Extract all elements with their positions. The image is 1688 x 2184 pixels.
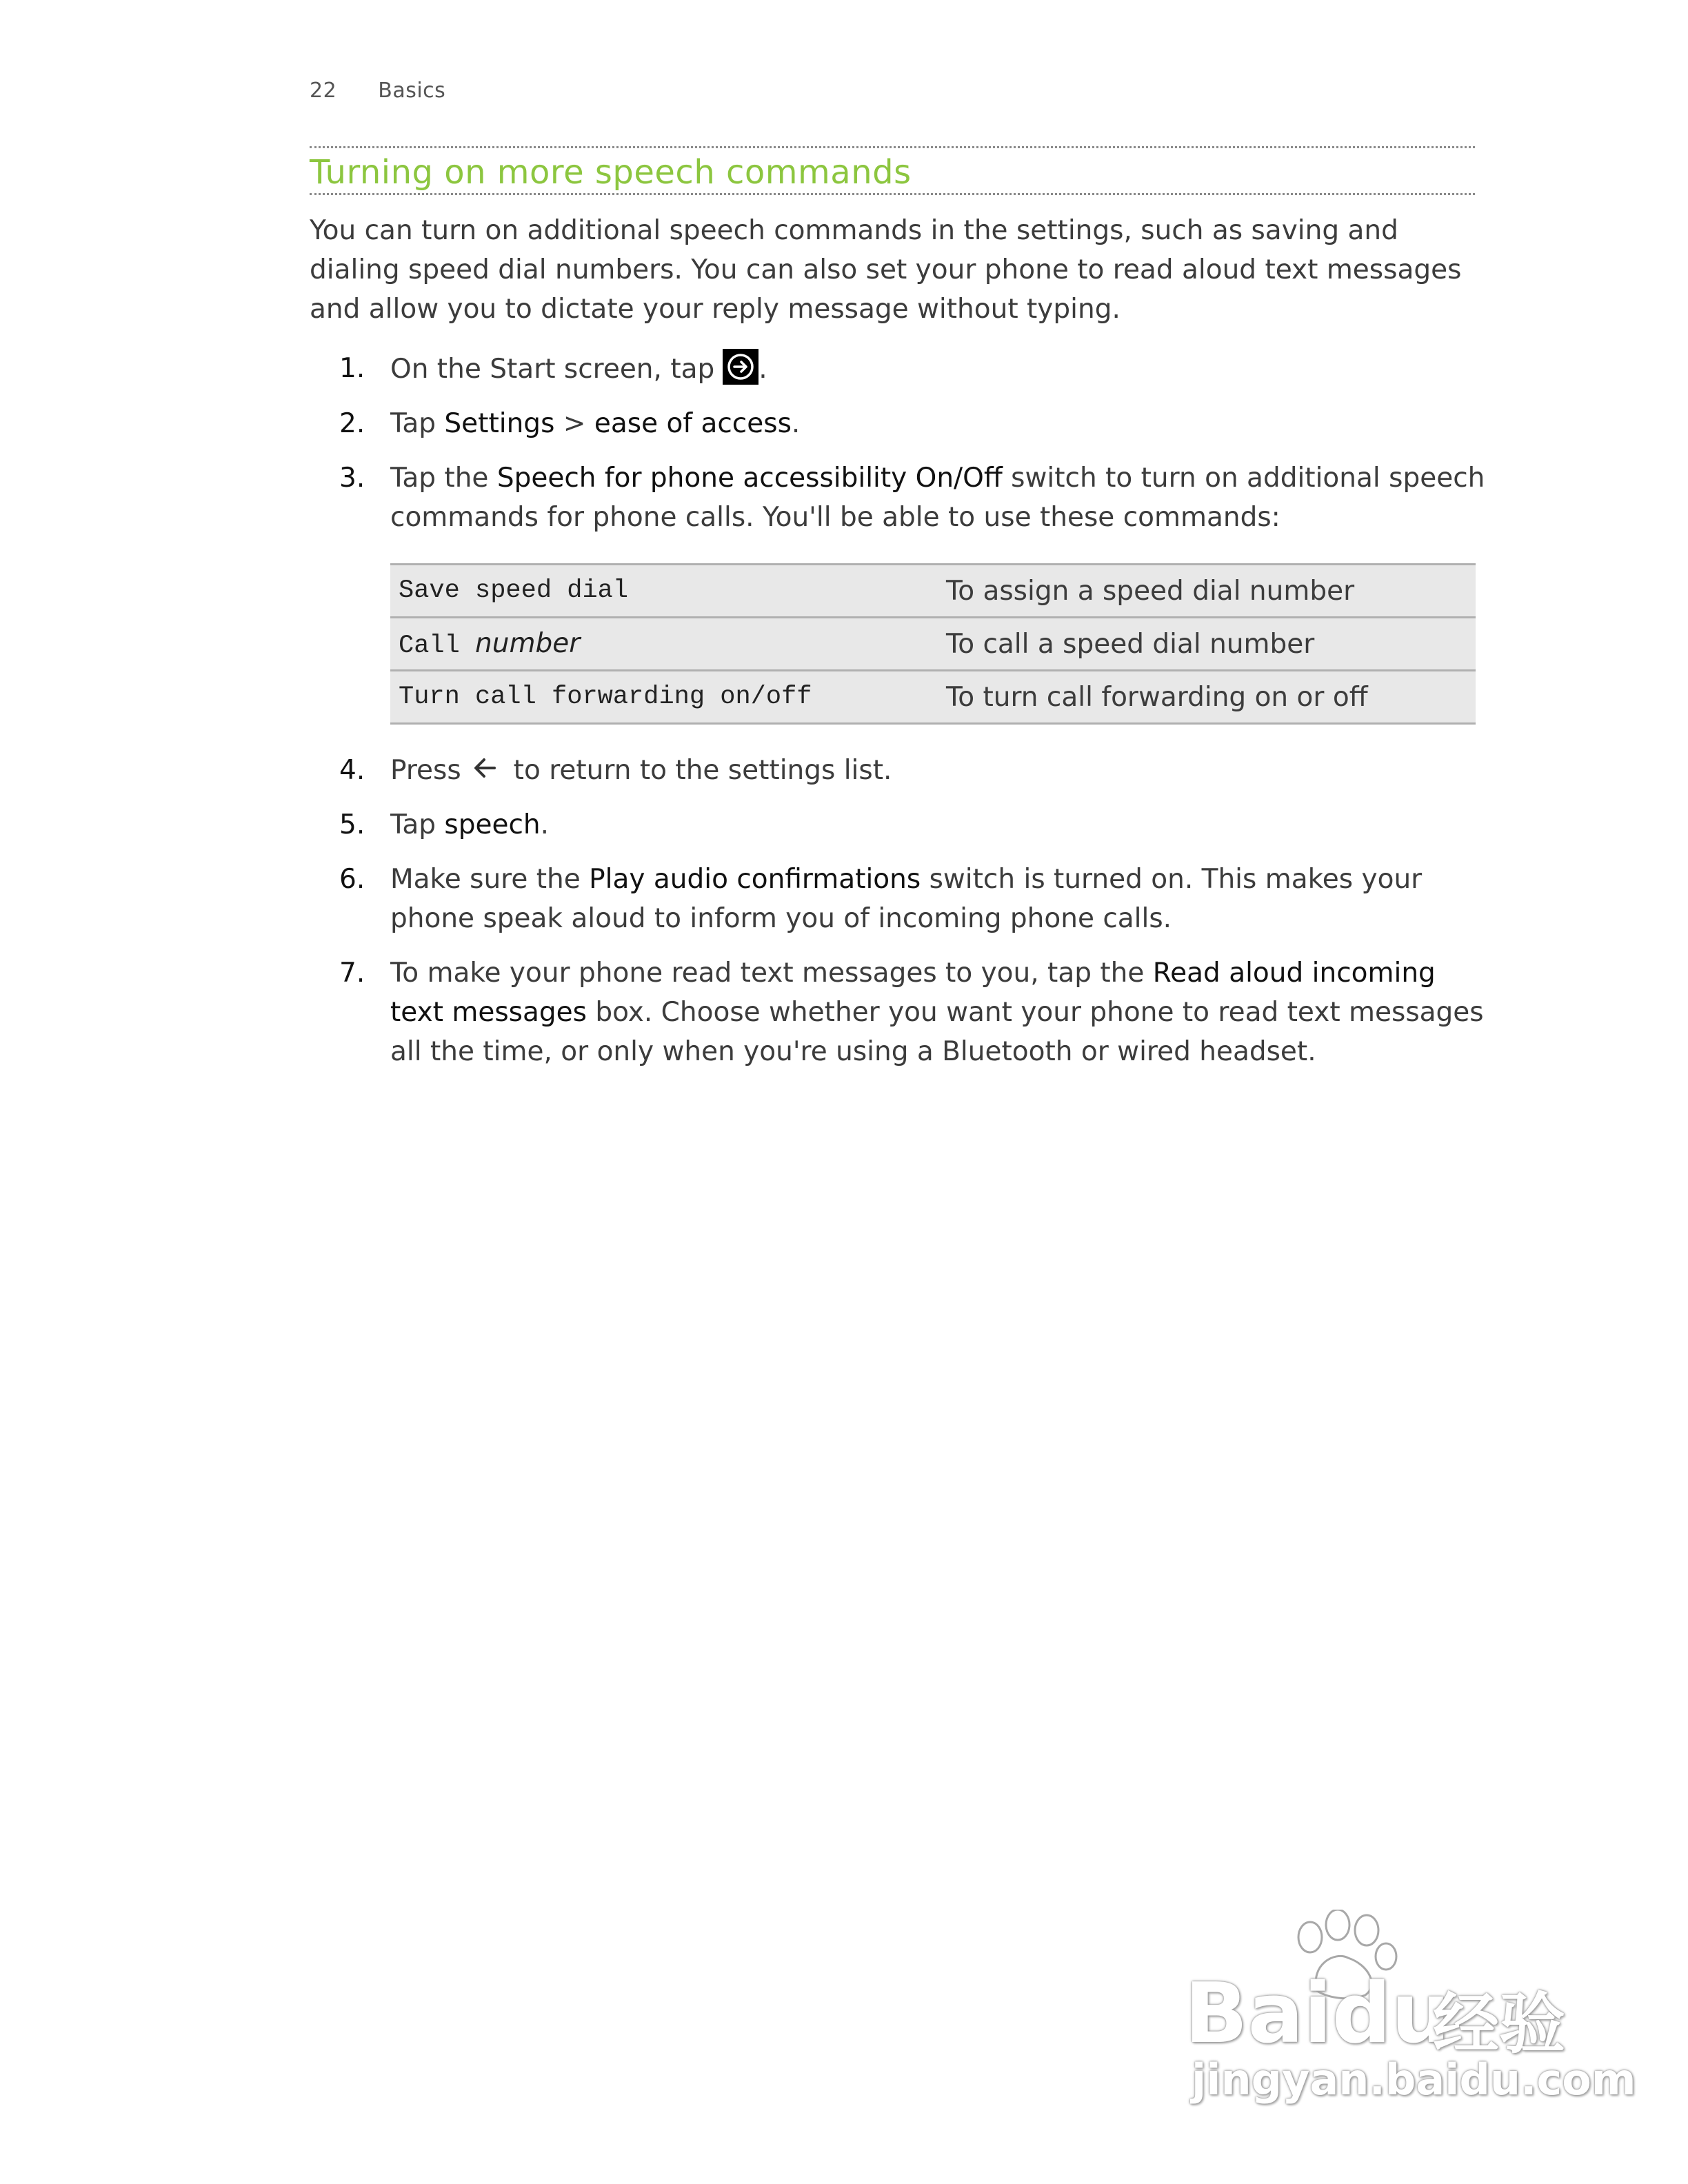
step-number: 7. — [339, 958, 365, 989]
speech-commands-table — [390, 563, 1476, 725]
step-text: To make your phone read text messages to you, tap the — [390, 958, 1153, 989]
command-variable: number — [475, 627, 581, 659]
description-cell: To assign a speed dial number — [938, 565, 1476, 618]
step-text: switch to turn on additional speech commands for phone calls. You'll be able to use these commands: — [390, 463, 1485, 533]
step-text: > — [554, 408, 594, 439]
command-text: Call — [399, 631, 476, 660]
step-text: box. Choose whether you want your phone to read text messages all the time, or only when you're using a Bluetooth or wired headset. — [390, 997, 1484, 1067]
description-cell: To turn call forwarding on or off — [938, 671, 1476, 724]
description-cell: To call a speed dial number — [938, 618, 1476, 671]
page-number: 22 — [310, 79, 337, 103]
watermark-brand: Baidu — [1185, 1966, 1450, 2062]
step-number: 5. — [339, 809, 365, 840]
speech-label: speech — [444, 809, 541, 840]
step-number: 4. — [339, 755, 365, 786]
watermark-url: jingyan.baidu.com — [1192, 2054, 1636, 2105]
step-text: Tap — [390, 408, 445, 439]
baidu-watermark — [1179, 1910, 1636, 2110]
page-header — [310, 79, 445, 103]
command-cell: Save speed dial — [390, 565, 938, 618]
chapter-name: Basics — [378, 79, 446, 103]
arrow-right-circle-icon — [723, 349, 758, 385]
step-text: . — [791, 408, 801, 439]
command-cell — [390, 618, 938, 671]
command-cell: Turn call forwarding on/off — [390, 671, 938, 724]
step-number: 6. — [339, 864, 365, 895]
ease-of-access-label: ease of access — [594, 408, 792, 439]
read-aloud-label: Read aloud incoming text messages — [390, 958, 1436, 1028]
table-row — [390, 618, 1476, 671]
speech-accessibility-switch-label: Speech for phone accessibility On/Off — [496, 463, 1003, 494]
section-title: Turning on more speech commands — [310, 153, 912, 192]
step-text: Press — [390, 755, 461, 786]
watermark-cn: 经验 — [1433, 1985, 1565, 2063]
step-number: 2. — [339, 408, 365, 439]
table-row — [390, 565, 1476, 618]
step-text: Tap the — [390, 463, 497, 494]
step-text: . — [540, 809, 550, 840]
step-text-end: . — [758, 354, 767, 385]
step-number: 1. — [339, 353, 365, 384]
step-text: Make sure the — [390, 864, 590, 895]
settings-label: Settings — [444, 408, 555, 439]
step-text: Tap — [390, 809, 445, 840]
title-rule-top — [310, 146, 1475, 148]
table-row — [390, 671, 1476, 724]
intro-paragraph: You can turn on additional speech commands in the settings, such as saving and dialing speed dial numbers. You can also set your phone to read aloud text messages and allow you to dictate your reply message without typing. — [310, 215, 1462, 325]
back-arrow-icon — [471, 754, 499, 781]
play-audio-confirmations-label: Play audio confirmations — [589, 864, 921, 895]
title-rule-bottom — [310, 193, 1475, 195]
step-text-end: to return to the settings list. — [513, 755, 892, 786]
step-text: switch is turned on. This makes your phone speak aloud to inform you of incoming phone calls. — [390, 864, 1423, 934]
step-number: 3. — [339, 463, 365, 494]
step-text: On the Start screen, tap — [390, 354, 715, 385]
